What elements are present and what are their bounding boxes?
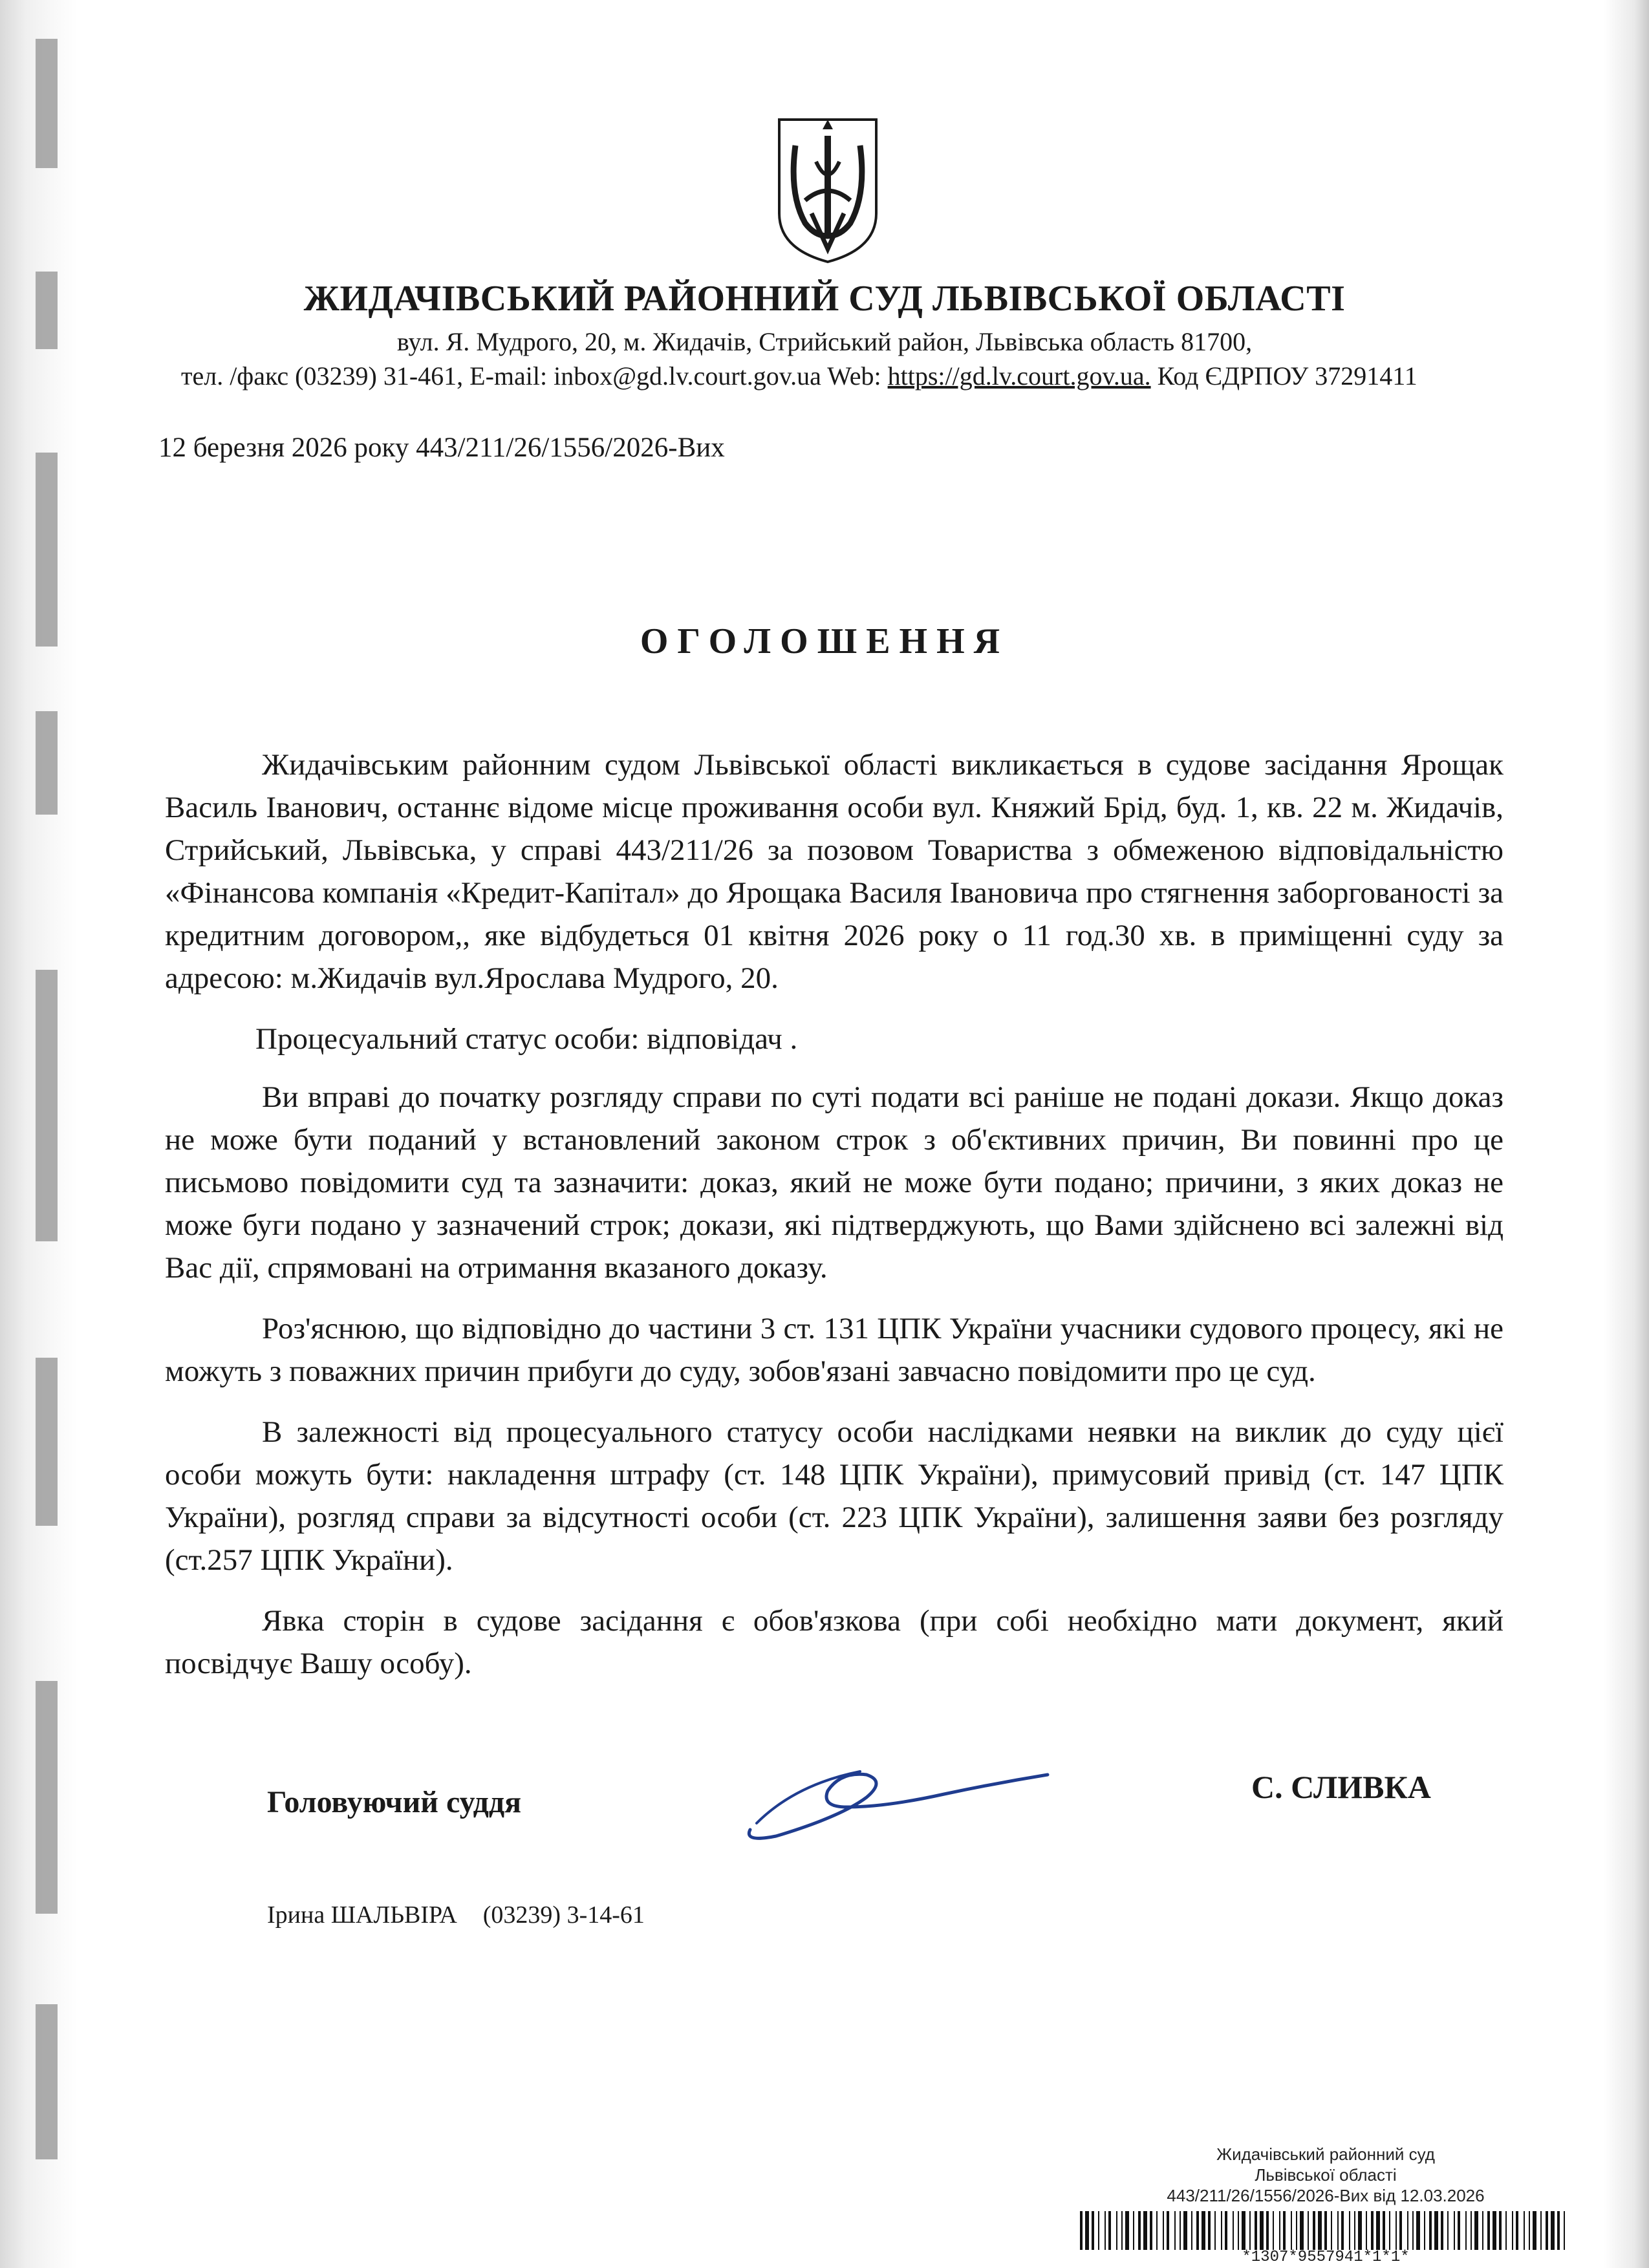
barcode-bar (1341, 2211, 1344, 2250)
barcode-bar (1487, 2211, 1490, 2250)
announcement-body (165, 744, 1503, 1703)
barcode-bar (1273, 2211, 1274, 2250)
barcode-bar (1429, 2211, 1432, 2250)
barcode-bar (1238, 2211, 1239, 2250)
contacts-text: тел. /факс (03239) 31-461, E-mail: inbox@gd.lv.court.gov.ua Web: (181, 361, 888, 390)
court-address: вул. Я. Мудрого, 20, м. Жидачів, Стрийський район, Львівська область 81700, (396, 327, 1253, 356)
barcode-bar (1279, 2211, 1280, 2250)
barcode-bar (1196, 2211, 1199, 2250)
edrpou-code: Код ЄДРПОУ 37291411 (1150, 361, 1417, 390)
coat-of-arms-emblem (776, 116, 879, 265)
barcode-bar (1564, 2211, 1565, 2250)
barcode (1080, 2211, 1571, 2250)
barcode-bar (1412, 2211, 1414, 2250)
court-name: ЖИДАЧІВСЬКИЙ РАЙОННИЙ СУД ЛЬВІВСЬКОЇ ОБЛАСТІ (303, 279, 1346, 319)
date-reference: 12 березня 2026 року 443/211/26/1556/2026-Вих (158, 433, 725, 463)
barcode-bar (1499, 2211, 1502, 2250)
barcode-bar (1098, 2211, 1099, 2250)
barcode-bar (1458, 2211, 1460, 2250)
executor-phone: (03239) 3-14-61 (482, 1901, 645, 1929)
barcode-bar (1138, 2211, 1141, 2250)
barcode-bar (1505, 2211, 1507, 2250)
barcode-bar (1376, 2211, 1380, 2250)
barcode-bar (1349, 2211, 1350, 2250)
barcode-bar (1133, 2211, 1134, 2250)
barcode-bar (1125, 2211, 1129, 2250)
barcode-bar (1208, 2211, 1211, 2250)
barcode-bar (1447, 2211, 1449, 2250)
barcode-bar (1143, 2211, 1147, 2250)
barcode-bar (1371, 2211, 1374, 2250)
barcode-bar (1546, 2211, 1548, 2250)
handwritten-signature (737, 1746, 1061, 1849)
barcode-bar (1300, 2211, 1304, 2250)
barcode-bar (1358, 2211, 1362, 2250)
court-contacts (181, 361, 1417, 391)
executor-info (267, 1901, 645, 1929)
barcode-bar (1441, 2211, 1443, 2250)
registration-stamp (1073, 2144, 1578, 2206)
barcode-bar (1396, 2211, 1397, 2250)
barcode-bar (1163, 2211, 1164, 2250)
barcode-bar (1407, 2211, 1408, 2250)
website-link[interactable]: https://gd.lv.court.gov.ua. (887, 361, 1151, 390)
barcode-bar (1512, 2211, 1513, 2250)
barcode-number: *1307*9557941*1*1* (1242, 2249, 1410, 2266)
barcode-bar (1255, 2211, 1257, 2250)
barcode-bar (1121, 2211, 1123, 2250)
page-title: ОГОЛОШЕННЯ (640, 621, 1009, 661)
barcode-bar (1516, 2211, 1518, 2250)
barcode-bar (1424, 2211, 1425, 2250)
barcode-bar (1434, 2211, 1438, 2250)
barcode-bar (1308, 2211, 1309, 2250)
barcode-bar (1291, 2211, 1292, 2250)
barcode-bar (1266, 2211, 1269, 2250)
judge-name: С. СЛИВКА (1251, 1769, 1431, 1805)
barcode-bar (1474, 2211, 1478, 2250)
barcode-bar (1454, 2211, 1455, 2250)
barcode-bar (1214, 2211, 1216, 2250)
barcode-bar (1482, 2211, 1483, 2250)
barcode-bar (1493, 2211, 1496, 2250)
barcode-bar (1557, 2211, 1560, 2250)
barcode-bar (1465, 2211, 1467, 2250)
summons-paragraph: Жидачівським районним судом Львівської області викликається в судове засідання Ярощак Василь Іванович, останнє відоме місце проживання особи вул. Княжий Брід, буд. 1, кв. 22 м. Жидачів, Стрийський, Львівська, у справі 443/211/26 за позовом Товариства з обмеженою відповідальністю «Фінансова компанія «Кредит-Капітал» до Ярощака Василя Івановича про стягнення заборгованості за кредитним договором,, яке відбудеться 01 квітня 2026 року о 11 год.30 хв. в приміщенні суду за адресою: м.Жидачів вул.Ярослава Мудрого, 20. (165, 748, 1503, 995)
registration-court: Жидачівський районний суд (1216, 2145, 1435, 2164)
barcode-bar (1551, 2211, 1555, 2250)
barcode-bar (1324, 2211, 1327, 2250)
barcode-bar (1202, 2211, 1205, 2250)
executor-name: Ірина ШАЛЬВІРА (267, 1901, 457, 1929)
barcode-bar (1242, 2211, 1245, 2250)
barcode-bar (1092, 2211, 1094, 2250)
barcode-bar (1383, 2211, 1385, 2250)
barcode-bar (1318, 2211, 1322, 2250)
barcode-bar (1354, 2211, 1355, 2250)
signature-role: Головуючий суддя (267, 1785, 522, 1819)
barcode-bar (1331, 2211, 1332, 2250)
barcode-bar (1524, 2211, 1525, 2250)
registration-number: 443/211/26/1556/2026-Вих від 12.03.2026 (1167, 2186, 1485, 2205)
barcode-bar (1180, 2211, 1181, 2250)
barcode-bar (1156, 2211, 1158, 2250)
barcode-bar (1233, 2211, 1234, 2250)
barcode-bar (1249, 2211, 1251, 2250)
notice-paragraph: Роз'яснюю, що відповідно до частини 3 ст. 131 ЦПК України учасники судового процесу, які не можуть з поважних причин прибуги до суду, зобов'язані завчасно повідомити про це суд. (165, 1312, 1503, 1388)
evidence-paragraph: Ви вправі до початку розгляду справи по суті подати всі раніше не подані докази. Якщо доказ не може бути поданий у встановлений законом строк з об'єктивних причин, Ви повинні про це письмово повідомити суд та зазначити: доказ, який не може бути подано; причини, з яких доказ не може буги подано у зазначений строк; докази, які підтверджують, що Вами здійснено всі залежні від Вас дії, спрямовані на отримання вказаного доказу. (165, 1080, 1503, 1285)
barcode-bar (1296, 2211, 1297, 2250)
barcode-bar (1108, 2211, 1111, 2250)
barcode-bar (1105, 2211, 1106, 2250)
barcode-bar (1283, 2211, 1286, 2250)
attendance-paragraph: Явка сторін в судове засідання є обов'язкова (при собі необхідно мати документ, який посвідчує Вашу особу). (165, 1604, 1503, 1680)
barcode-bar (1389, 2211, 1390, 2250)
barcode-bar (1080, 2211, 1083, 2250)
barcode-bar (1529, 2211, 1530, 2250)
barcode-bar (1085, 2211, 1089, 2250)
barcode-bar (1174, 2211, 1176, 2250)
barcode-bar (1167, 2211, 1169, 2250)
procedural-status: Процесуальний статус особи: відповідач . (255, 1022, 798, 1056)
consequences-paragraph: В залежності від процесуального статусу особи наслідками неявки на виклик до суду цієї особи можуть бути: накладення штрафу (ст. 148 ЦПК України), примусовий привід (ст. 147 ЦПК України), розгляд справи за відсутності особи (ст. 223 ЦПК України), залишення заяви без розгляду (ст.257 ЦПК України). (165, 1415, 1503, 1577)
barcode-bar (1533, 2211, 1536, 2250)
barcode-bar (1260, 2211, 1264, 2250)
barcode-bar (1191, 2211, 1192, 2250)
barcode-bar (1116, 2211, 1117, 2250)
barcode-bar (1416, 2211, 1420, 2250)
barcode-bar (1313, 2211, 1315, 2250)
registration-region: Львівської області (1255, 2165, 1397, 2185)
barcode-bar (1221, 2211, 1222, 2250)
barcode-bar (1150, 2211, 1152, 2250)
barcode-bar (1366, 2211, 1367, 2250)
barcode-bar (1225, 2211, 1227, 2250)
barcode-bar (1471, 2211, 1472, 2250)
barcode-bar (1540, 2211, 1542, 2250)
barcode-bar (1183, 2211, 1187, 2250)
barcode-bar (1337, 2211, 1339, 2250)
barcode-bar (1399, 2211, 1402, 2250)
